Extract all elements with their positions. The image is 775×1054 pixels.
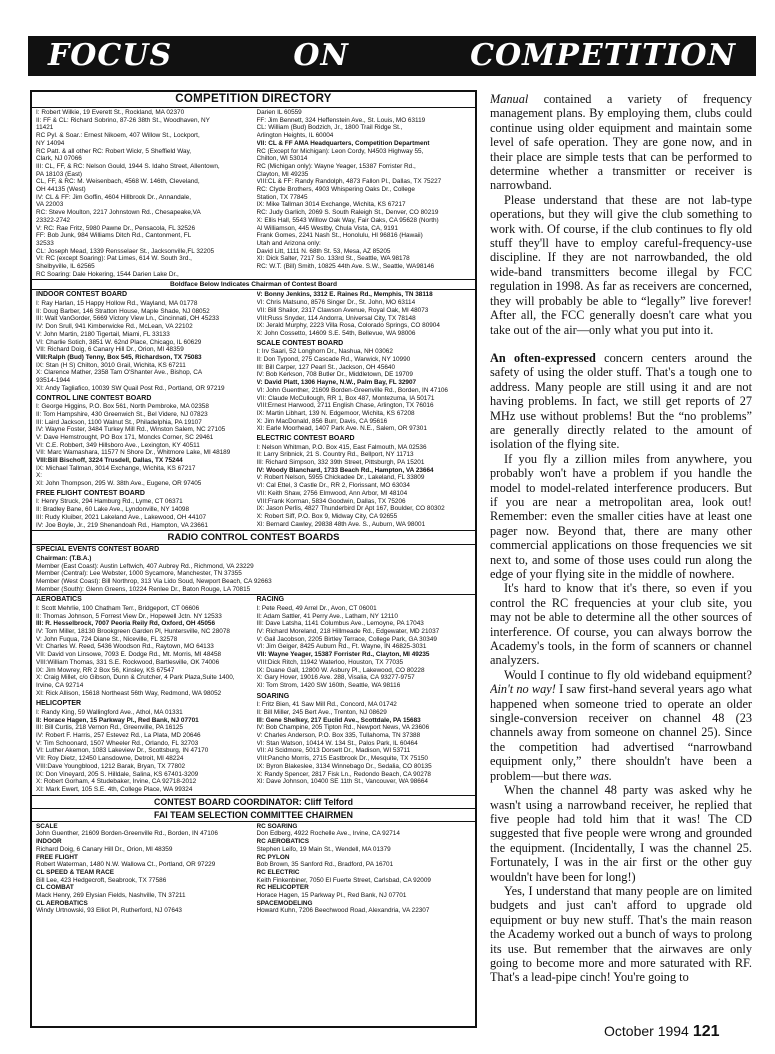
directory-entry: Member (East Coast): Austin Leftwich, 407 Aubrey Rd., Richmond, VA 23229	[36, 562, 254, 570]
directory-entry: IX: Michael Tallman, 3014 Exchange, Wichita, KS 67217	[36, 464, 196, 472]
directory-entry: RC HELICOPTER	[256, 884, 309, 892]
article-paragraph-8: Yes, I understand that many people are on limited budgets and just can't afford to upgrade old equipment or buy new stuff. That's the main reason the Academy worked out a bunch of ways to prolong its use. But remember that the airwaves are only going to become more and more saturated with RF. That's a lead-pipe cinch! You're going to	[490, 883, 752, 985]
directory-entry: II: Adam Sattler, 41 Perry Ave., Latham, NY 12110	[256, 612, 398, 620]
racing-list	[257, 605, 472, 690]
article-paragraph-5: It's hard to know that it's there, so even if you control the RC frequencies at your club site, you may not be able to determine all the other sources of interference. Of course, you can always borrow the Academy's tools, in the form of scanners or channel analyzers.	[490, 581, 752, 668]
officers-column-right	[257, 109, 472, 278]
directory-entry: VIII:Ralph (Bud) Tenny, Box 545, Richardson, TX 75083	[36, 353, 202, 361]
directory-entry: RC (Michigan only): Wayne Yeager, 15387 Forrister Rd.,	[256, 162, 416, 170]
directory-entry: John Guenther, 21609 Borden-Greenville Rd., Borden, IN 47106	[36, 830, 218, 838]
manual-word: Manual	[490, 92, 529, 106]
directory-entry: IV: Don Srull, 941 Kimberwicke Rd., McLean, VA 22102	[36, 323, 193, 331]
directory-entry: IX: Don Vineyard, 205 S. Hilldale, Salina, KS 67401-3209	[36, 770, 199, 778]
directory-entry: Member (Central): Lee Webster, 1000 Sycamore, Manchester, TN 37355	[36, 570, 242, 578]
directory-entry: IV: Bob Kerkson, 708 Butler Dr., Middletown, DE 19709	[256, 371, 413, 379]
directory-entry: XI: Rick Allison, 15618 Northeast 56th Way, Redmond, WA 98052	[36, 689, 222, 697]
district-officers	[32, 108, 475, 280]
directory-entry: Arlington Heights, IL 60004	[256, 132, 334, 140]
directory-entry: X: Randy Spencer, 2817 Fisk Ln., Redondo Beach, CA 90278	[256, 770, 431, 778]
directory-entry: RC SOARING	[256, 822, 298, 830]
directory-entry: Frank Gomes, 2241 Nash St., Honolulu, HI 96816 (Hawaii)	[256, 232, 423, 240]
directory-entry: VII: Bill Shailor, 2317 Clawson Avenue, Royal Oak, MI 48073	[256, 306, 429, 314]
directory-entry: Stephen Leifo, 19 Main St., Wendell, MA 01379	[256, 845, 391, 853]
helicopter-list	[36, 709, 251, 794]
directory-entry: David Litt, 1111 N. 68th St. 53, Mesa, AZ 85205	[256, 247, 391, 255]
directory-entry: XI: Andy Tagliafico, 10039 SW Quail Post Rd., Portland, OR 97219	[36, 384, 225, 392]
directory-entry: CL COMBAT	[36, 884, 74, 892]
paragraph-6-text-a: Would I continue to fly old wideband equipment?	[504, 667, 752, 682]
directory-entry: III: Gene Shelkey, 217 Euclid Ave., Scottdale, PA 15683	[256, 716, 421, 724]
directory-entry: NY 14094	[36, 139, 65, 147]
directory-entry: II: Don Typond, 275 Cascade Rd., Warwick, NY 10990	[256, 355, 411, 363]
directory-entry: CL AEROBATICS	[36, 899, 88, 907]
directory-entry: RC: Steve Moulton, 2217 Johnstown Rd., Chesapeake,VA	[36, 209, 201, 217]
directory-entry: RC Patt. & all other RC: Robert Wickr, 5 Sheffield Way,	[36, 147, 192, 155]
article-paragraph-7: When the channel 48 party was asked why he wasn't using a narrowband receiver, he replied that five people had told him that it was! The CD suggested that five people were wrong and grounded the equipment. (Incidentally, I was the channel 25. Fortunately, I was in the air first or the other guy wouldn't have been for long!)	[490, 783, 752, 884]
control-line-board-list	[36, 403, 251, 488]
directory-entry: V: Tim Schoonard, 1507 Wheeler Rd., Orlando, FL 32703	[36, 739, 199, 747]
boards-column-left	[36, 291, 251, 529]
rc-column-right	[257, 596, 472, 793]
fai-chairmen	[32, 822, 475, 916]
rc-boards-title: RADIO CONTROL CONTEST BOARDS	[32, 531, 475, 545]
directory-entry: V: Bonny Jenkins, 3312 E. Raines Rd., Memphis, TN 38118	[256, 291, 433, 299]
directory-entry: VI: Stan Watson, 10414 W. 134 St., Palos Park, IL 60464	[256, 739, 418, 747]
directory-entry: Chilton, WI 53014	[256, 155, 308, 163]
directory-entry: XI: Dave Johnson, 10400 SE 11th St., Vancouver, WA 98664	[256, 778, 428, 786]
directory-entry: V: John Fuqua, 724 Diane St., Niceville, FL 32578	[36, 635, 178, 643]
directory-entry: V: Robert Nelson, 5955 Chickadee Dr., Lakeland, FL 33809	[256, 474, 425, 482]
section-banner	[28, 36, 756, 76]
aerobatics-list	[36, 605, 251, 697]
directory-entry: III: Walt VanGorder, 5669 Victory View Ln., Cincinnati, OH 45233	[36, 315, 220, 323]
directory-entry: VI: Cal Ettel, 3 Castle Dr., RR 2, Florissant, MO 63034	[256, 482, 410, 490]
directory-entry: X: Robert Gorham, 4 Studebaker, Irvine, CA 92718-2012	[36, 778, 197, 786]
directory-entry: X: Craig Millet, c/o Gibson, Dunn & Crutcher, 4 Park Plaza,Suite 1400,	[36, 674, 235, 682]
article-paragraph-4: If you fly a zillion miles from anywhere, you probably won't have a problem if you handle the model to model-related interference producers. But if you are near a metropolitan area, look out! Remember: even the smaller cities have at least one pager now. Beyond that, there are many other commercial applications on those frequencies we sit next to, and some of those uses could run along the edge of your flying site in the middle of nowhere.	[490, 451, 752, 581]
directory-entry: IV: Wayne Foster, 3484 Turkey Mill Rd., Winston Salem, NC 27105	[36, 426, 226, 434]
article-paragraph-1	[490, 92, 752, 193]
paragraph-3-text: concern centers around the safety of using the older stuff. That's a tough one to address. Many people are still using it and are not having problems. In fact, we still get reports of 27 MHz use without problems! But the “no problems” are generally directly related to the amount of isolation of the flying site.	[490, 350, 752, 452]
directory-entry: IV: Bob Champine, 205 Tipton Rd., Newport News, VA 23606	[256, 724, 430, 732]
directory-entry: III: Bill Curtis, 218 Vernon Rd., Greenville, PA 16125	[36, 724, 183, 732]
directory-entry: I: Fritz Bien, 41 Saw Mill Rd., Concord, MA 01742	[256, 701, 397, 709]
racing-title: RACING	[256, 596, 285, 604]
directory-entry: IV: Richard Moreland, 218 Hillmeade Rd., Edgewater, MD 21037	[256, 628, 440, 636]
directory-entry: VI: Luther Akemon, 1083 Lakeview Dr., Scottsburg, IN 47170	[36, 747, 209, 755]
directory-entry: V: Gail Jacobson, 2205 Birtley Terrace, College Park, GA 30349	[256, 635, 437, 643]
directory-entry: 11421	[36, 124, 54, 132]
directory-entry: RC: Clyde Brothers, 4903 Whispering Oaks Dr., College	[256, 186, 415, 194]
directory-entry: IV: CL & FF: Jim Goffin, 4604 Hillbrook Dr., Annandale,	[36, 193, 191, 201]
directory-entry: V: David Platt, 1306 Hayne, N.W., Palm Bay, FL 32907	[256, 379, 417, 387]
directory-entry: INDOOR	[36, 838, 62, 846]
special-events-title: SPECIAL EVENTS CONTEST BOARD	[36, 546, 160, 554]
directory-entry: XI: Earle Moorhead, 1407 Park Ave. N.E., Salem, OR 97301	[256, 425, 427, 433]
directory-entry: XI: Mark Ewert, 105 S.E. 4th, College Place, WA 99324	[36, 786, 193, 793]
directory-entry: VII: Claude McCullough, RR 1, Box 487, Montezuma, IA 50171	[256, 394, 435, 402]
directory-entry: RC Pyl. & Soar.: Ernest Nikoem, 407 Willow St., Lockport,	[36, 132, 200, 140]
banner-word-on: ON	[293, 38, 349, 73]
directory-entry: IX: Mike Tallman 3014 Exchange, Wichita, KS 67217	[256, 201, 406, 209]
directory-entry: V: John Martin, 2180 Tigertail, Miami, FL 33133	[36, 330, 170, 338]
directory-entry: CL SPEED & TEAM RACE	[36, 868, 114, 876]
fai-column-left	[36, 823, 251, 915]
directory-entry: V: Dave Hemstrought, PO Box 171, Moncks Corner, SC 29461	[36, 433, 214, 441]
article-paragraph-6	[490, 668, 752, 783]
directory-entry: I: George Higgins, P.O. Box 561, North Pembroke, MA 02358	[36, 403, 209, 411]
directory-entry: RC (Except for Michigan): Leon Cordy, N4503 Highway 55,	[256, 147, 424, 155]
directory-entry: VI: Jim Geiger, 8425 Auburn Rd., Ft. Wayne, IN 46825-3031	[256, 643, 427, 651]
directory-entry: VIII:Pancho Morris, 2715 Eastbrook Dr., Mesquite, TX 75150	[256, 755, 428, 763]
directory-entry: SCALE	[36, 822, 58, 830]
directory-entry: II: Doug Barber, 146 Stratton House, Maple Shade, NJ 08052	[36, 307, 210, 315]
directory-entry: II: Bill Miller, 245 Bert Ave., Trenton, NJ 08629	[256, 708, 387, 716]
directory-entry: XI: Tom Strom, 1420 SW 160th, Seattle, WA 98116	[256, 681, 401, 689]
directory-entry: IX: Jim Mowrey, RR 2 Box 56, Kinsley, KS 67547	[36, 666, 175, 674]
directory-entry: RC AEROBATICS	[256, 838, 310, 846]
directory-entry: PA 18103 (East)	[36, 170, 83, 178]
article-paragraph-2: Please understand that these are not lab-type operations, but they will give the club something to work with. Of course, if the club continues to fly old stuff they'll have to employ careful-frequency-use discipline. If they are not narrowbanded, the old wide-band transmitters become illegal by FCC regulation in 1998. As far as receivers are concerned, they will probably be able to “legally” live forever! After all, the FCC generally doesn't care what you take out of the air—only what you put into it.	[490, 192, 752, 337]
directory-entry: VA 22003	[36, 201, 64, 209]
electric-board-list	[257, 444, 472, 529]
directory-entry: I: Nelson Whitman, P.O. Box 415, East Falmouth, MA 02536	[256, 443, 427, 451]
directory-entry: X: Ellis Hall, 5543 Willow Oak Way, Fair Oaks, CA 95628 (North)	[256, 216, 439, 224]
directory-entry: III: Bill Carper, 127 Pearl St., Jackson, OH 45640	[256, 363, 396, 371]
directory-entry: IX: Stan (H S) Chilton, 3010 Grail, Wichita, KS 67211	[36, 361, 186, 369]
issue-date: October 1994	[604, 1023, 689, 1039]
directory-entry: Clayton, MI 49235	[256, 170, 309, 178]
directory-entry: VIII:Dick Ritch, 11942 Waterloo, Houston, TX 77035	[256, 658, 404, 666]
directory-entry: Al Williamson, 445 Westby, Chula Vista, CA, 9191	[256, 224, 398, 232]
directory-entry: Robert Waterman, 1480 N.W. Wallowa Ct., Portland, OR 97229	[36, 861, 216, 869]
directory-entry: Windy Urtnowski, 93 Elliot Pl, Rutherford, NJ 07643	[36, 907, 182, 915]
directory-entry: I: Scott Mehrlie, 100 Chatham Terr., Bridgeport, CT 06606	[36, 604, 200, 612]
directory-entry: III: Rudy Kluiber, 2021 Lakeland Ave., Lakewood, OH 44107	[36, 513, 207, 521]
free-flight-board-title: FREE FLIGHT CONTEST BOARD	[36, 489, 145, 497]
directory-entry: VIII:William Thomas, 331 S.E. Rockwood, Bartlesville, OK 74006	[36, 658, 220, 666]
directory-entry: Horace Hagen, 15 Parkway Pl., Red Bank, NJ 07701	[256, 892, 407, 900]
boards-column-right	[257, 291, 472, 529]
directory-entry: RC: Judy Garlich, 2069 S. South Raleigh St., Denver, CO 80219	[256, 209, 439, 217]
directory-entry: VIII:CL & FF: Randy Randolph, 4873 Fallon Pl., Dallas, TX 75227	[256, 178, 442, 186]
directory-entry: VI: John Guenther, 21609 Borden-Greenville Rd., Borden, IN 47106	[256, 386, 448, 394]
directory-entry: 23322-2742	[36, 216, 71, 224]
directory-entry: I: Pete Reed, 49 Arrel Dr., Avon, CT 06001	[256, 604, 377, 612]
fai-column-right	[257, 823, 472, 915]
directory-entry: 32533	[36, 239, 54, 247]
directory-entry: I: Randy King, 59 Wallingford Ave., Athol, MA 01331	[36, 708, 183, 716]
directory-entry: IX: Martin Libhart, 139 N. Edgemoor, Wichita, KS 67208	[256, 409, 415, 417]
soaring-title: SOARING	[256, 692, 290, 700]
paragraph-6-emphasis-2: was.	[589, 768, 612, 783]
directory-entry: FREE FLIGHT	[36, 853, 78, 861]
directory-entry: OH 44135 (West)	[36, 186, 86, 194]
directory-entry: Howard Kuhn, 7206 Beechwood Road, Alexandria, VA 22307	[256, 907, 430, 915]
free-flight-board-list-cont	[257, 291, 472, 337]
directory-entry: II: Thomas Johnson, 5 Forrest View Dr., Hopewell Jctn. NY 12533	[36, 612, 222, 620]
directory-entry: IV: Tom Miller, 18130 Brookgreen Garden Pl, Huntersville, NC 28078	[36, 628, 230, 636]
directory-entry: X:	[36, 472, 43, 480]
directory-entry: VII: CL & FF AMA Headquarters, Competition Department	[256, 139, 430, 147]
coordinator-line: CONTEST BOARD COORDINATOR: Cliff Telford	[32, 796, 475, 809]
directory-entry: RC ELECTRIC	[256, 868, 300, 876]
directory-entry: 93514-1944	[36, 377, 71, 385]
directory-entry: VII: David von Linsowe, 7093 E. Dodge Rd., Mt. Morris, MI 48458	[36, 651, 222, 659]
page-number: 121	[692, 1023, 720, 1040]
directory-entry: VIII:Frank Korman, 5834 Goodwin, Dallas, TX 75206	[256, 497, 406, 505]
directory-entry: X: Clarence Mather, 2358 Tam O'Shanter Ave., Bishop, CA	[36, 369, 203, 377]
directory-entry: III: Laird Jackson, 1100 Walnut St., Philadelphia, PA 19107	[36, 418, 202, 426]
rc-column-left	[36, 596, 251, 793]
directory-entry: III: Dave Latsha, 1141 Columbus Ave., Lemoyne, PA 17043	[256, 620, 424, 628]
directory-entry: XI: John Thompson, 295 W. 38th Ave., Eugene, OR 97405	[36, 480, 202, 488]
special-events-list	[36, 555, 471, 594]
competition-directory	[30, 90, 477, 1028]
directory-entry: X: John Cossetto, 14609 S.E. 54th, Bellevue, WA 98006	[256, 329, 416, 337]
directory-entry: Irvine, CA 92714	[36, 681, 84, 689]
lead-in: An often-expressed	[490, 350, 596, 365]
directory-entry: VIII:Ernest Harwood, 2711 English Chase, Arlington, TX 76016	[256, 402, 434, 410]
directory-entry: Bob Brown, 35 Sanford Rd., Bradford, PA 16701	[256, 861, 394, 869]
directory-entry: IV: Joe Boyle, Jr., 219 Shenandoah Rd., Hampton, VA 23661	[36, 521, 208, 529]
scale-board-list	[257, 348, 472, 433]
directory-entry: CL: Joseph Mead, 1339 Rensselaer St., Jacksonville,FL 32205	[36, 247, 215, 255]
directory-entry: VII: Keith Shaw, 2756 Elmwood, Ann Arbor, MI 48104	[256, 489, 408, 497]
directory-entry: VII: Wayne Yeager, 15387 Forrister Rd., Clayton, MI 49235	[256, 651, 430, 659]
directory-entry: Utah and Arizona only:	[256, 239, 321, 247]
directory-entry: RC Soaring: Dale Hokering, 1544 Darien Lake Dr.,	[36, 270, 179, 278]
directory-entry: CL: William (Bud) Bodzich, Jr., 1800 Trail Ridge St.,	[256, 124, 403, 132]
directory-title: COMPETITION DIRECTORY	[32, 92, 475, 108]
directory-entry: II: FF & CL: Richard Sobrino, 87-26 38th St., Woodhaven, NY	[36, 116, 210, 124]
contest-boards	[32, 290, 475, 531]
electric-board-title: ELECTRIC CONTEST BOARD	[256, 435, 355, 443]
directory-entry: VI: Charlie Sotich, 3851 W. 62nd Place, Chicago, IL 60629	[36, 338, 202, 346]
soaring-list	[257, 701, 472, 786]
directory-entry: Shelbyville, IL 62565	[36, 263, 95, 271]
directory-entry: II: Tom Hampshire, 430 Greenwich St., Bel Videre, NJ 07823	[36, 410, 208, 418]
directory-entry: VI: RC (except Soaring): Pat Limes, 614 W. South 3rd.,	[36, 255, 192, 263]
directory-entry: V: Charles Anderson, P.O. Box 335, Tullahoma, TN 37388	[256, 732, 421, 740]
directory-entry: IX: Duane Gall, 12800 W. Asbury Pl., Lakewood, CO 80228	[256, 666, 425, 674]
directory-entry: X: Jim MacDonald, 856 Burr, Davis, CA 95616	[256, 417, 388, 425]
article-paragraph-3	[490, 351, 752, 452]
directory-entry: III: Richard Simpson, 332 39th Street, Pittsburgh, PA 15201	[256, 459, 425, 467]
directory-entry: RC PYLON	[256, 853, 290, 861]
directory-entry: Member (South): Glenn Greens, 10224 Renlee Dr., Baton Rouge, LA 70815	[36, 585, 251, 593]
directory-entry: Member (West Coast): Bill Northrop, 313 Via Lido Soud, Newport Beach, CA 92663	[36, 577, 272, 585]
indoor-board-list	[36, 300, 251, 392]
directory-entry: VII: Roy Dietz, 12450 Lansdowne, Detroit, MI 48224	[36, 755, 184, 763]
directory-entry: Clark, NJ 07066	[36, 155, 82, 163]
directory-entry: III: CL, FF, & RC: Nelson Gould, 1944 S. Idaho Street, Allentown,	[36, 162, 220, 170]
directory-entry: IX: Jason Perlis, 4827 Thunderbird Dr Apt 167, Boulder, CO 80302	[256, 505, 445, 513]
directory-entry: Bill Lee, 423 Hedgecroft, Seabrook, TX 77586	[36, 876, 167, 884]
directory-entry: I: Henry Struck, 294 Hamburg Rd., Lyme, CT 06371	[36, 498, 183, 506]
directory-entry: IV: Robert F. Harris, 257 Estevez Rd., La Plata, MD 20646	[36, 732, 201, 740]
article-column	[490, 92, 752, 1007]
banner-word-competition: COMPETITION	[470, 38, 736, 73]
directory-entry: VII: Richard Doig, 6 Canary Hill Dr., Orion, MI 48359	[36, 346, 184, 354]
directory-entry: VIII:Bill Bischoff, 3224 Trusdell, Dallas, TX 75244	[36, 457, 183, 465]
directory-entry: I: Robert Wilkie, 19 Everett St., Rockland, MA 02370	[36, 109, 185, 116]
directory-entry: Keith Finkenbiner, 7050 El Fuerte Street, Carlsbad, CA 92009	[256, 876, 431, 884]
paragraph-1-text: contained a variety of frequency management plans. By employing them, clubs could continue using older equipment and maintain some level of safe operation. They are gone now, and in their place are simple tests that can be performed to determine whether a transmitter or receiver is narrowband.	[490, 92, 752, 193]
directory-entry: Darien IL 60559	[256, 109, 302, 116]
directory-entry: I: Ray Harlan, 15 Happy Hollow Rd., Wayland, MA 01778	[36, 300, 198, 308]
directory-entry: FF: Jim Bennett, 324 Heffenstein Ave., St. Louis, MO 63119	[256, 116, 426, 124]
directory-entry: IX: Byron Blakeslee, 3134 Winnebago Dr., Sedalia, CO 80135	[256, 762, 432, 770]
directory-entry: II: Larry Sribnick, 21 S. Country Rd., Bellport, NY 11713	[256, 451, 414, 459]
directory-entry: VI: Chris Matsuno, 8576 Singer Dr., St. John, MO 63114	[256, 299, 416, 307]
directory-entry: III: R. Hesselbrock, 7007 Peoria Reily Rd, Oxford, OH 45056	[36, 620, 216, 628]
rc-boards	[32, 595, 475, 795]
directory-entry: IX: Jerald Murphy, 2223 Villa Rosa, Colorado Springs, CO 80904	[256, 322, 440, 330]
directory-entry: XI: Bernard Cawley, 29838 48th Ave. S., Auburn, WA 98001	[256, 520, 426, 528]
directory-entry: Station, TX 77845	[256, 193, 308, 201]
directory-entry: Chairman: (T.B.A.)	[36, 554, 92, 562]
aerobatics-title: AEROBATICS	[36, 596, 82, 604]
directory-entry: Don Edberg, 4922 Rochelle Ave., Irvine, CA 92714	[256, 830, 400, 838]
directory-entry: II: Horace Hagen, 15 Parkway Pl., Red Bank, NJ 07701	[36, 716, 199, 724]
directory-entry: I: Irv Saari, 52 Longhorn Dr., Nashua, NH 03062	[256, 348, 393, 356]
directory-entry: CL, FF, & RC: M. Weisenbach, 4568 W. 146th, Cleveland,	[36, 178, 200, 186]
indoor-board-title: INDOOR CONTEST BOARD	[36, 291, 127, 299]
directory-entry: Richard Doig, 6 Canary Hill Dr., Orion, MI 48359	[36, 845, 173, 853]
banner-word-focus: FOCUS	[48, 38, 173, 73]
directory-entry: X: Robert Siff, P.O. Box 9, Midway City, CA 92655	[256, 512, 398, 520]
directory-entry: RC: W.T. (Bill) Smith, 10825 44th Ave. S.W., Seattle, WA98146	[256, 263, 435, 271]
directory-entry: XI: Dick Salter, 7217 So. 133rd St., Seattle, WA 98178	[256, 255, 410, 263]
helicopter-title: HELICOPTER	[36, 700, 82, 708]
page-footer	[604, 1023, 720, 1041]
directory-entry: FF: Bob Junk, 984 Williams Ditch Rd., Cantonment, FL	[36, 232, 192, 240]
directory-entry: IV: Woody Blanchard, 1733 Beach Rd., Hampton, VA 23664	[256, 466, 434, 474]
boldface-note: Boldface Below Indicates Chairman of Contest Board	[32, 280, 475, 290]
free-flight-board-list	[36, 498, 251, 529]
directory-entry: SPACEMODELING	[256, 899, 313, 907]
directory-entry: VI: C.E. Robbert, 349 Hillsboro Ave., Lexington, KY 40511	[36, 441, 200, 449]
directory-entry: Mack Henry, 269 Elysian Fields, Nashville, TN 37211	[36, 892, 186, 900]
directory-entry: VIII:Russ Snyder, 114 Andorra, Universal City, TX 78148	[256, 314, 416, 322]
directory-entry: VII: Marc Wamashara, 11577 N Shore Dr., Whitmore Lake, MI 48189	[36, 449, 231, 457]
directory-entry: VII: Al Scidmore, 5013 Dorsett Dr., Madison, WI 53711	[256, 747, 411, 755]
special-events-board	[32, 545, 475, 595]
directory-entry: VIII:Dave Youngblood, 1212 Barak, Bryan, TX 77802	[36, 762, 186, 770]
scale-board-title: SCALE CONTEST BOARD	[256, 339, 344, 347]
directory-entry: VI: Charles W. Reed, 5436 Woodson Rd., Raytown, MO 64133	[36, 643, 214, 651]
directory-entry: X: Gary Hover, 19016 Ave. 288, Visalia, CA 93277-9757	[256, 674, 415, 682]
paragraph-6-emphasis: Ain't no way!	[490, 682, 556, 697]
fai-title: FAI TEAM SELECTION COMMITTEE CHAIRMEN	[32, 809, 475, 822]
paragraph-6-text-b: I saw first-hand several years ago what happened when someone tried to operate an older single-conversion receiver on channel 48 (23 channels away from someone on channel 25). Since the competition had advertised “narrowband equipment only,” there shouldn't have been a problem—but there	[490, 682, 752, 783]
control-line-board-title: CONTROL LINE CONTEST BOARD	[36, 394, 152, 402]
directory-entry: V: RC: Rae Fritz, 5980 Pawne Dr., Pensacola, FL 32526	[36, 224, 196, 232]
officers-column-left	[36, 109, 251, 278]
directory-entry: II: Bradley Bane, 60 Lake Ave., Lyndonville, NY 14098	[36, 506, 190, 514]
